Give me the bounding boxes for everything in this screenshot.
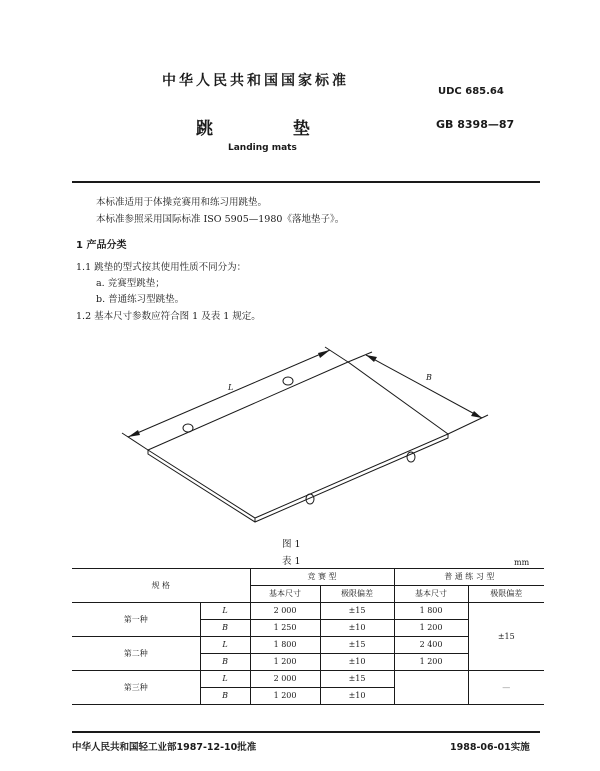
header-spec: 规 格 xyxy=(72,569,250,603)
header-practice: 普 通 练 习 型 xyxy=(394,569,544,586)
english-title: Landing mats xyxy=(228,143,297,153)
intro-paragraph-2: 本标准参照采用国际标准 ISO 5905—1980《落地垫子》。 xyxy=(96,214,345,225)
header-prac-tolerance: 极限偏差 xyxy=(468,586,544,603)
header-divider xyxy=(72,181,540,183)
header-comp-tolerance: 极限偏差 xyxy=(320,586,394,603)
ext-line-l-right xyxy=(325,347,348,362)
prac-size: 1 200 xyxy=(394,654,468,671)
section-1-heading: 1 产品分类 xyxy=(76,240,127,251)
comp-size: 1 200 xyxy=(250,688,320,705)
comp-size: 1 250 xyxy=(250,620,320,637)
header-prac-basic-size: 基本尺寸 xyxy=(394,586,468,603)
row-type: 第一种 xyxy=(72,603,200,637)
figure-caption: 图 1 xyxy=(282,539,301,550)
gb-number: GB 8398—87 xyxy=(436,118,515,131)
table-unit: mm xyxy=(514,558,530,567)
row-dim: L xyxy=(200,637,250,654)
header-comp-basic-size: 基本尺寸 xyxy=(250,586,320,603)
prac-size: 1 200 xyxy=(394,620,468,637)
clause-1-1-a: a. 竞赛型跳垫； xyxy=(96,278,165,289)
row-dim: B xyxy=(200,620,250,637)
comp-tol: ±15 xyxy=(320,671,394,688)
table-row xyxy=(72,603,544,620)
approval-line: 中华人民共和国轻工业部1987-12-10批准 xyxy=(72,742,257,753)
comp-tol: ±10 xyxy=(320,654,394,671)
clause-1-1: 1.1 跳垫的型式按其使用性质不同分为： xyxy=(76,262,247,273)
dimensions-table xyxy=(72,568,544,705)
effective-date: 1988-06-01实施 xyxy=(450,742,530,753)
header-competition: 竞 赛 型 xyxy=(250,569,394,586)
prac-tolerance: ±15 xyxy=(468,603,544,671)
landing-mat-figure xyxy=(100,330,500,530)
label-b: B xyxy=(426,373,432,382)
standard-name: 跳 垫 xyxy=(196,119,312,139)
mat-handle-1 xyxy=(183,424,193,432)
arrow-l-end xyxy=(318,350,330,358)
document-org-title: 中华人民共和国国家标准 xyxy=(162,73,349,89)
prac-size-empty xyxy=(394,671,468,705)
row-dim: B xyxy=(200,688,250,705)
comp-size: 2 000 xyxy=(250,603,320,620)
udc-number: UDC 685.64 xyxy=(438,86,504,97)
comp-size: 2 000 xyxy=(250,671,320,688)
clause-1-2: 1.2 基本尺寸参数应符合图 1 及表 1 规定。 xyxy=(76,311,261,322)
arrow-b-end xyxy=(471,411,482,418)
row-type: 第二种 xyxy=(72,637,200,671)
prac-size: 2 400 xyxy=(394,637,468,654)
comp-tol: ±10 xyxy=(320,688,394,705)
comp-size: 1 800 xyxy=(250,637,320,654)
table-row xyxy=(72,671,544,688)
clause-1-1-b: b. 普通练习型跳垫。 xyxy=(96,294,185,305)
mat-handle-2 xyxy=(283,377,293,385)
mat-top-face xyxy=(148,362,448,518)
comp-size: 1 200 xyxy=(250,654,320,671)
row-dim: B xyxy=(200,654,250,671)
mat-handle-3 xyxy=(407,452,415,462)
table-caption: 表 1 xyxy=(282,556,301,567)
prac-tolerance-dash: — xyxy=(468,671,544,705)
row-dim: L xyxy=(200,671,250,688)
comp-tol: ±10 xyxy=(320,620,394,637)
footer-divider xyxy=(72,731,540,733)
arrow-b-start xyxy=(366,355,377,362)
label-l: L xyxy=(228,383,234,392)
row-dim: L xyxy=(200,603,250,620)
row-type: 第三种 xyxy=(72,671,200,705)
comp-tol: ±15 xyxy=(320,603,394,620)
intro-paragraph-1: 本标准适用于体操竞赛用和练习用跳垫。 xyxy=(96,197,268,208)
arrow-l-start xyxy=(128,430,140,437)
comp-tol: ±15 xyxy=(320,637,394,654)
prac-size: 1 800 xyxy=(394,603,468,620)
